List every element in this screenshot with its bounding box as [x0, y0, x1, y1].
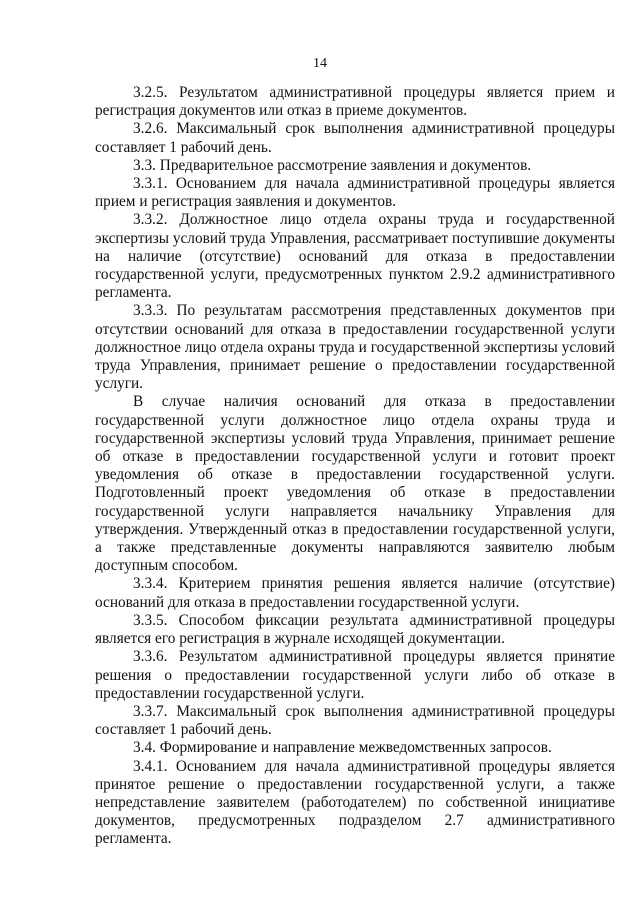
document-body [95, 84, 615, 849]
paragraph-3-3-3: 3.3.3. По результатам рассмотрения представленных документов при отсутствии оснований для отказа в предоставлении государственной услуги должностное лицо отдела охраны труда и государственной экспертизы условий труда Управления, принимает решение о предоставлении государственной услуги. [95, 302, 615, 393]
paragraph-3-2-5: 3.2.5. Результатом административной процедуры является прием и регистрация документов или отказ в приеме документов. [95, 84, 615, 120]
paragraph-3-2-6: 3.2.6. Максимальный срок выполнения административной процедуры составляет 1 рабочий день. [95, 120, 615, 156]
paragraph-refusal-case: В случае наличия оснований для отказа в предоставлении государственной услуги должностное лицо отдела охраны труда и государственной экспертизы условий труда Управления, принимает решение об отказе в предоставлении государственной услуги и готовит проект уведомления об отказе в предоставлении государственной услуги. Подготовленный проект уведомления об отказе в предоставлении государственной услуги направляется начальнику Управления для утверждения. Утвержденный отказ в предоставлении государственной услуги, а также представленные документы направляются заявителю любым доступным способом. [95, 393, 615, 575]
paragraph-3-3-5: 3.3.5. Способом фиксации результата административной процедуры является его регистрация в журнале исходящей документации. [95, 611, 615, 648]
paragraph-3-4-1: 3.4.1. Основанием для начала административной процедуры является принятое решение о предоставлении государственной услуги, а также непредставление заявителем (работодателем) по собственной инициативе документов, предусмотренных подразделом 2.7 административного регламента. [95, 757, 615, 848]
paragraph-3-3-4: 3.3.4. Критерием принятия решения является наличие (отсутствие) оснований для отказа в предоставлении государственной услуги. [95, 575, 615, 611]
paragraph-3-3-7: 3.3.7. Максимальный срок выполнения административной процедуры составляет 1 рабочий день. [95, 702, 615, 739]
section-heading-3-3: 3.3. Предварительное рассмотрение заявления и документов. [133, 156, 532, 174]
section-heading-3-4: 3.4. Формирование и направление межведомственных запросов. [133, 739, 552, 757]
paragraph-3-3-2: 3.3.2. Должностное лицо отдела охраны труда и государственной экспертизы условий труда Управления, рассматривает поступившие документы на наличие (отсутствие) оснований для отказа в предоставлении государственной услуги, предусмотренных пунктом 2.9.2 административного регламента. [95, 211, 615, 302]
paragraph-3-3-6: 3.3.6. Результатом административной процедуры является принятие решения о предоставлении государственной услуги либо об отказе в предоставлении государственной услуги. [95, 648, 615, 702]
page-number: 14 [313, 56, 327, 71]
paragraph-3-3-1: 3.3.1. Основанием для начала административной процедуры является прием и регистрация заявления и документов. [95, 175, 615, 211]
